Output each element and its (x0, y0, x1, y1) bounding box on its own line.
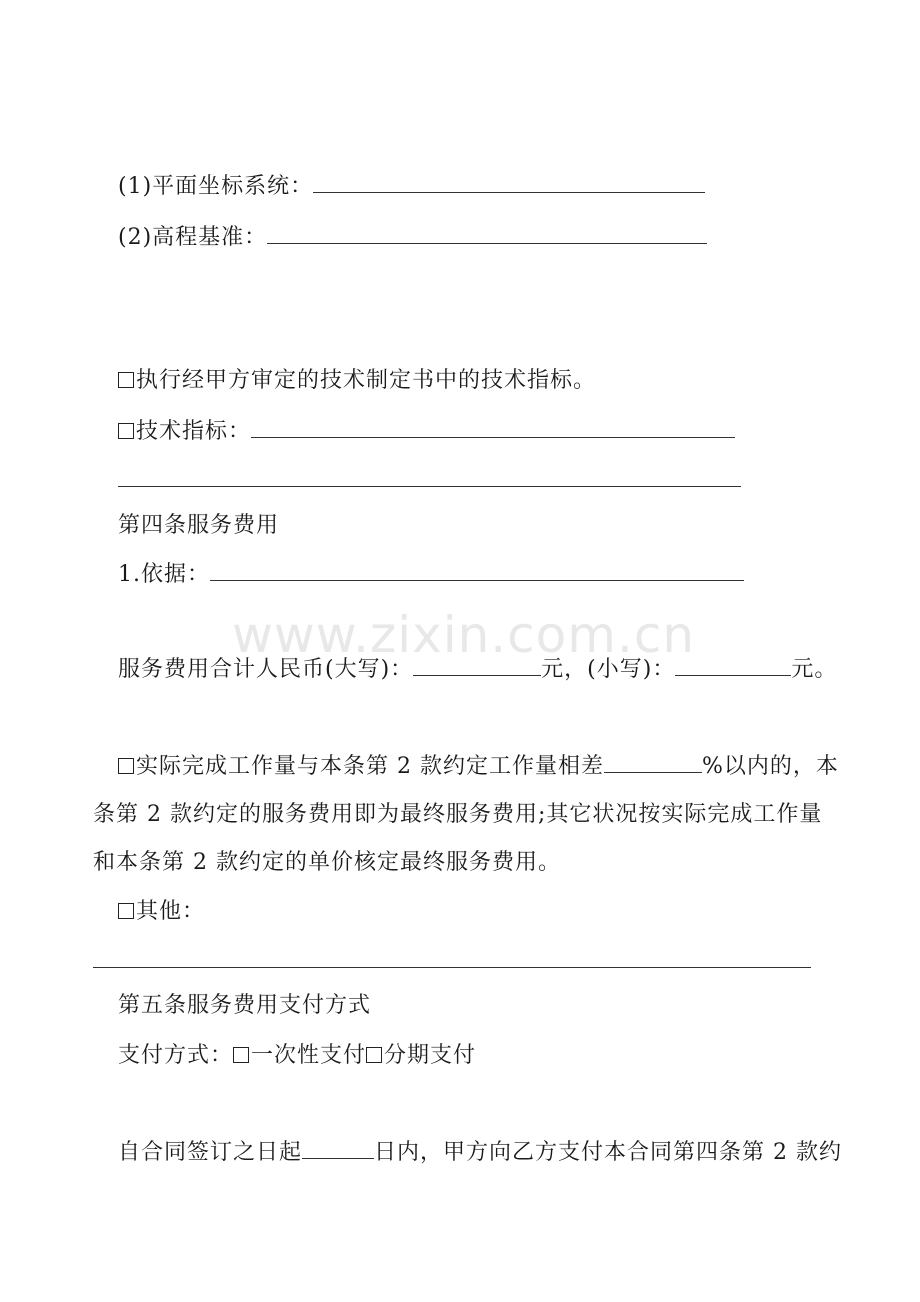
watermark: www.zixin.com.cn (232, 606, 696, 664)
workload-diff-line-1 (118, 752, 839, 782)
total-fee-suffix: 元。 (791, 657, 838, 682)
total-fee-prefix: 服务费用合计人民币(大写)： (118, 657, 414, 682)
payment-clause-a: 自合同签订之日起 (118, 1140, 303, 1165)
tech-option-indicator-label: 技术指标： (136, 419, 252, 444)
other-option (118, 897, 205, 927)
basis-line (118, 560, 744, 590)
checkbox-icon[interactable] (118, 423, 134, 439)
payment-clause-b: 日内，甲方向乙方支付本合同第四条第 2 款约 (374, 1140, 843, 1165)
elevation-datum-blank[interactable] (267, 223, 707, 244)
payment-method-line (118, 1041, 476, 1071)
checkbox-icon[interactable] (118, 903, 134, 919)
checkbox-icon[interactable] (118, 758, 134, 774)
total-fee-mid: 元，(小写)： (541, 657, 676, 682)
workload-diff-line-3: 和本条第 2 款约定的单价核定最终服务费用。 (93, 850, 561, 875)
article4-title: 第四条服务费用 (118, 513, 280, 538)
total-fee-uppercase-blank[interactable] (413, 655, 541, 676)
checkbox-icon[interactable] (233, 1047, 249, 1063)
workload-diff-line-2: 条第 2 款约定的服务费用即为最终服务费用;其它状况按实际完成工作量 (93, 802, 823, 827)
tech-indicator-blank-line-2[interactable] (118, 486, 741, 487)
elevation-datum-line (118, 223, 707, 253)
pay-once-label: 一次性支付 (251, 1043, 367, 1068)
payment-clause-line (118, 1138, 842, 1168)
tech-option-approved (118, 366, 596, 396)
other-blank-line[interactable] (93, 967, 811, 968)
basis-label: 1.依据： (118, 562, 210, 587)
payment-method-label: 支付方式： (118, 1043, 234, 1068)
other-option-label: 其他： (136, 899, 206, 924)
workload-diff-text-b: %以内的，本 (702, 754, 839, 779)
plane-coordinate-label: (1)平面坐标系统： (118, 174, 314, 199)
plane-coordinate-blank[interactable] (313, 172, 705, 193)
plane-coordinate-line (118, 172, 705, 202)
workload-diff-percent-blank[interactable] (604, 752, 702, 773)
tech-option-indicator (118, 417, 735, 447)
total-fee-lowercase-blank[interactable] (675, 655, 791, 676)
tech-indicator-blank[interactable] (251, 417, 735, 438)
payment-days-blank[interactable] (302, 1138, 374, 1159)
pay-installment-label: 分期支付 (384, 1043, 477, 1068)
checkbox-icon[interactable] (118, 372, 134, 388)
tech-option-approved-label: 执行经甲方审定的技术制定书中的技术指标。 (136, 368, 597, 393)
total-fee-line (118, 655, 837, 685)
checkbox-icon[interactable] (366, 1047, 382, 1063)
article5-title: 第五条服务费用支付方式 (118, 993, 372, 1018)
elevation-datum-label: (2)高程基准： (118, 225, 268, 250)
workload-diff-text-a: 实际完成工作量与本条第 2 款约定工作量相差 (136, 754, 604, 779)
basis-blank[interactable] (210, 560, 744, 581)
